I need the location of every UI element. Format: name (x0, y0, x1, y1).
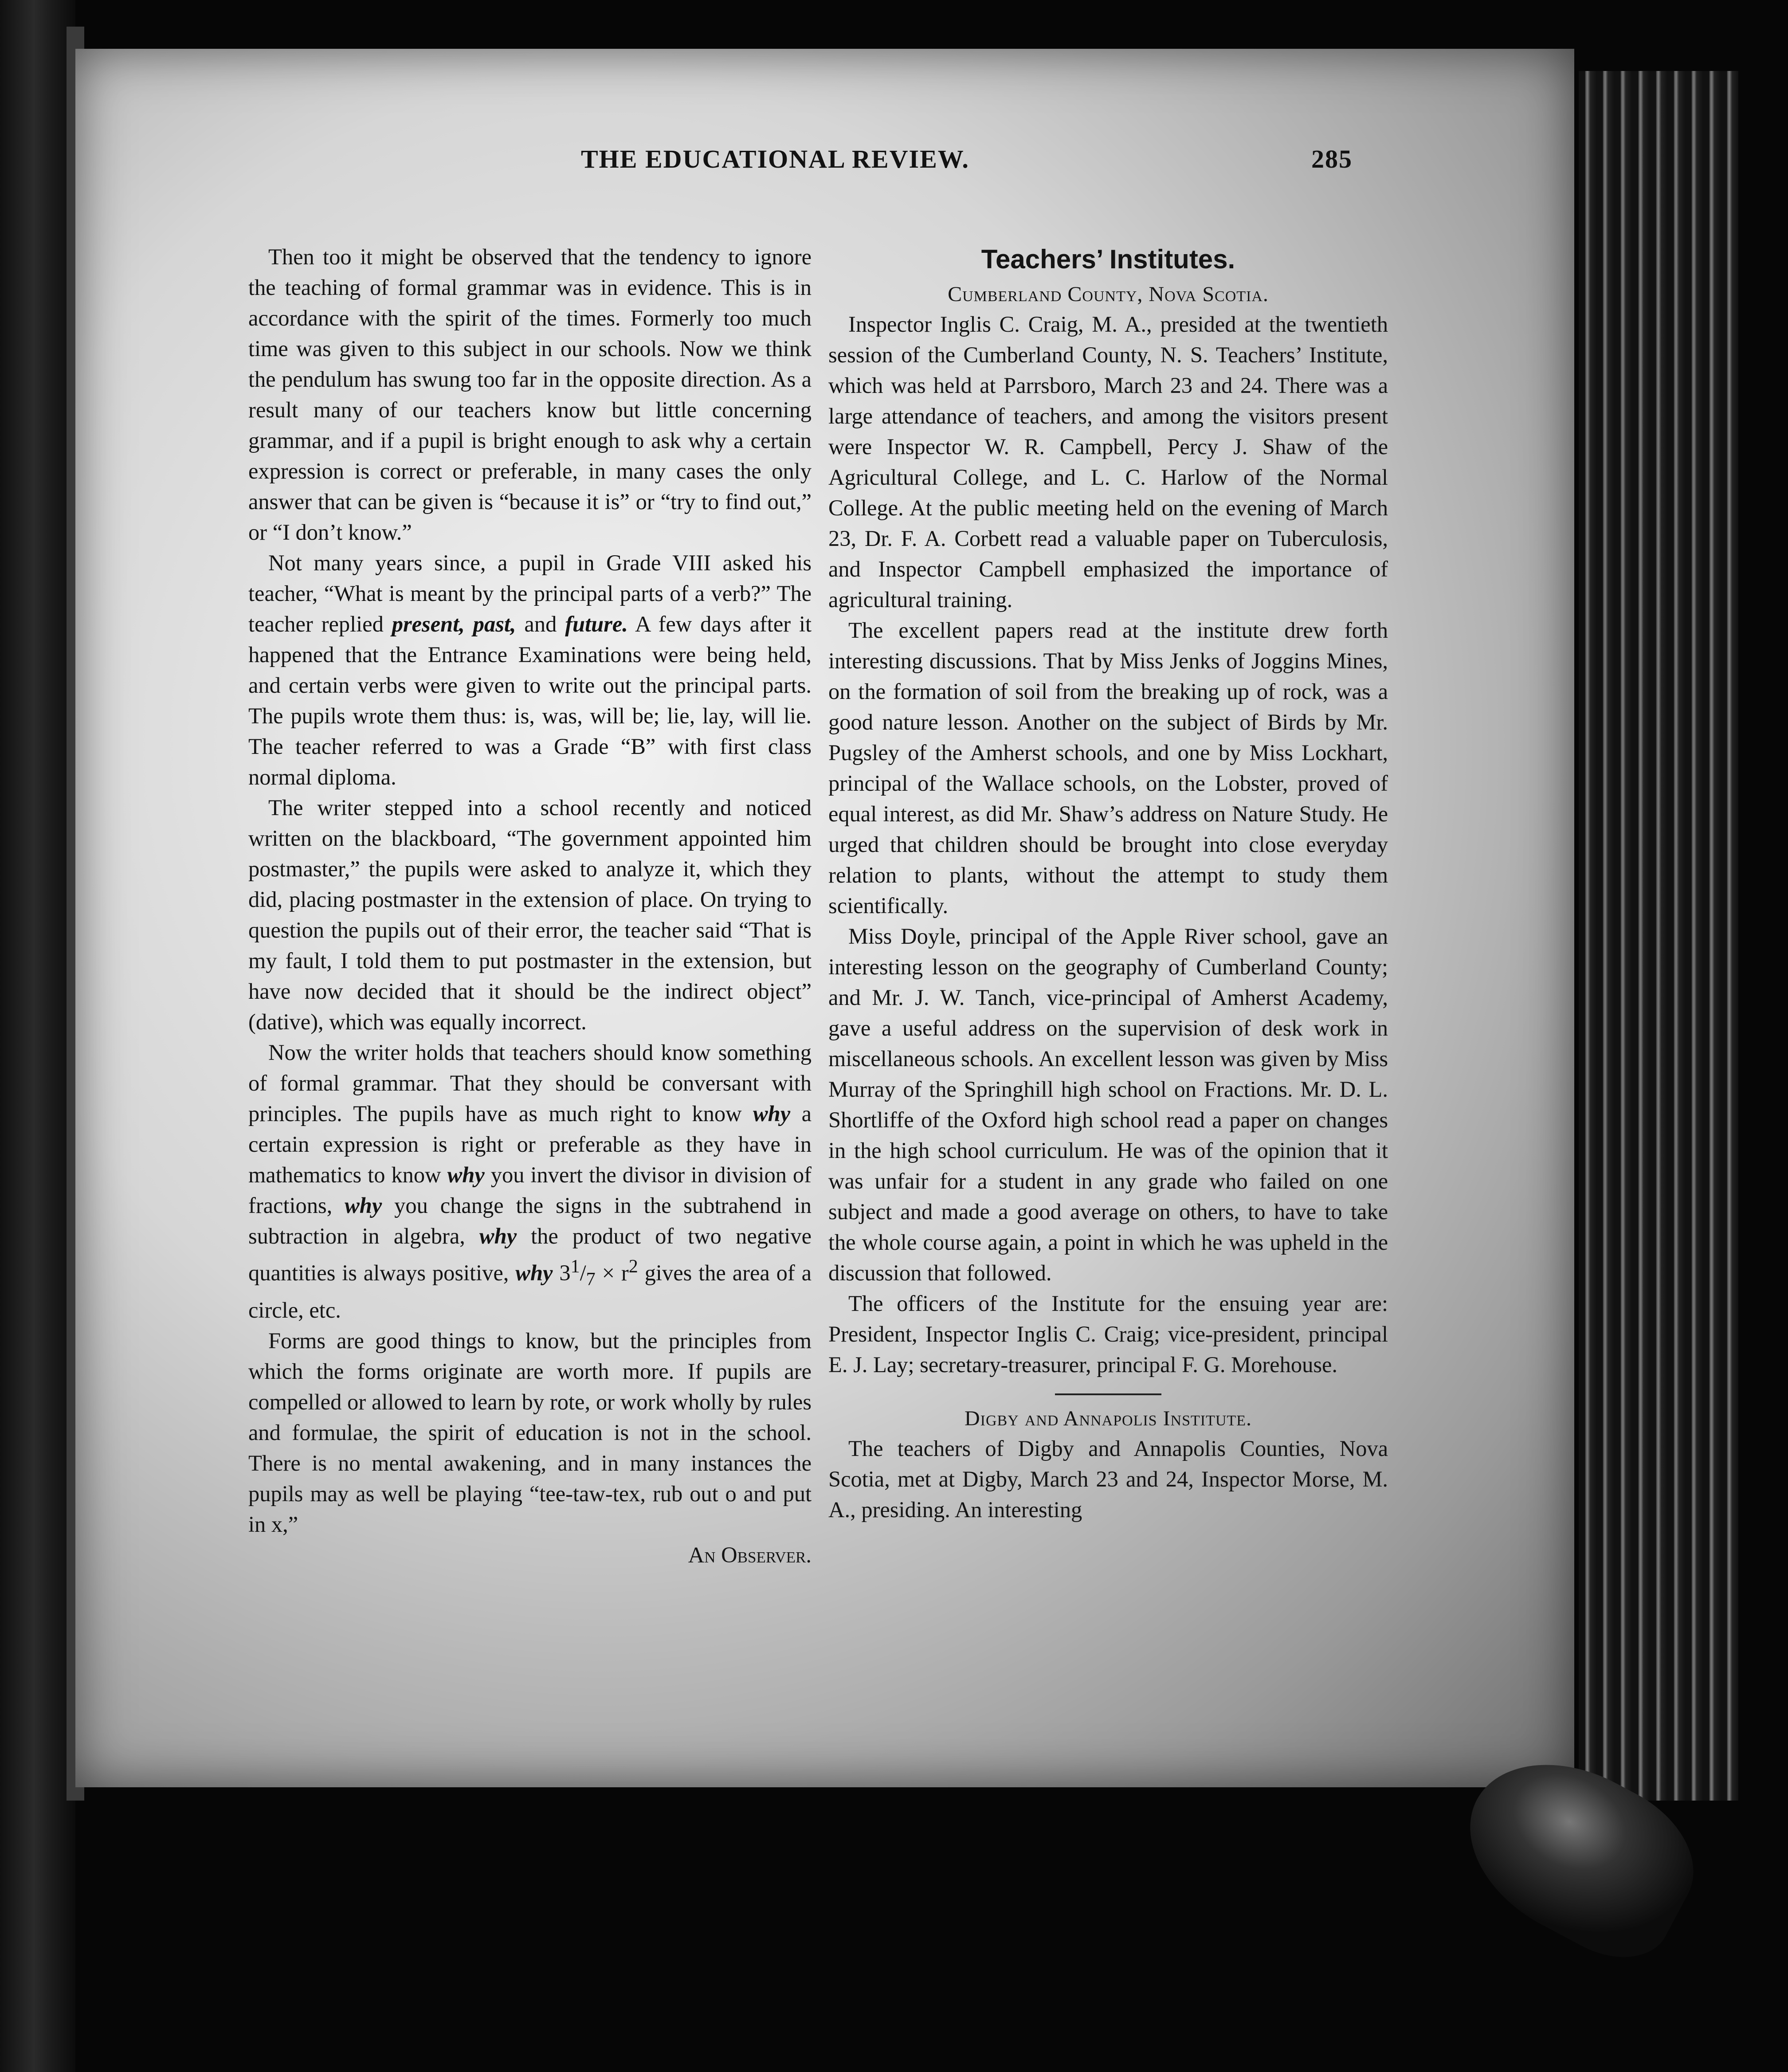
text-run: you invert the divisor in division of fractions, (248, 1162, 812, 1218)
paragraph-r5: The teachers of Digby and Annapolis Counties, Nova Scotia, met at Digby, March 23 and 24, Inspector Morse, M. A., presiding. An interesting (828, 1436, 1388, 1522)
text-run: A few days after it happened that the Entrance Examinations were being held, and certain verbs were given to write out the principal parts. The pupils wrote them thus: is, was, will be; lie, lay, will lie. The teacher referred to was a Grade “B” with first class normal diploma. (248, 612, 812, 789)
text-run: the product of two negative quantities is always positive, (248, 1224, 812, 1285)
text-run: and (516, 612, 565, 636)
page-header (510, 144, 1353, 180)
left-column (248, 242, 812, 1570)
italic-why: why (447, 1162, 485, 1187)
page-number: 285 (1311, 145, 1353, 173)
italic-present: present, (392, 612, 465, 636)
subheading-digby: Digby and Annapolis Institute. (965, 1407, 1252, 1430)
paragraph-4: Now the writer holds that teachers should know something of formal grammar. That they should be conversant with principles. The pupils have as much right to know why a certain expression is right or preferable as they have in mathematics to know why you invert the divisor in division of fractions, why you change the signs in the subtrahend in subtraction in algebra, why the product of two negative quantities is always positive, why $3^1/_7 \times r^2$ gives the area of a circle, etc. (248, 1040, 812, 1322)
fraction-denominator: 7 (586, 1269, 596, 1290)
italic-why: why (479, 1224, 517, 1248)
paragraph-1: Then too it might be observed that the tendency to ignore the teaching of formal grammar was in evidence. This is in accordance with the spirit of the times. Formerly too much time was given to this subject in our schools. Now we think the pendulum has swung too far in the opposite direction. As a result many of our teachers know but little concerning grammar, and if a pupil is bright enough to ask why a certain expression is correct or preferable, in many cases the only answer that can be given is “because it is” or “try to find out,” or “I don’t know.” (248, 244, 812, 545)
paragraph-r2: The excellent papers read at the institute drew forth interesting discussions. That by Miss Jenks of Joggins Mines, on the formation of soil from the breaking up of rock, was a good nature lesson. Another on the subject of Birds by Mr. Pugsley of the Amherst schools, and one by Miss Lockhart, principal of the Wallace schools, on the Lobster, proved of equal interest, as did Mr. Shaw’s address on Nature Study. He urged that children should be brought into close everyday relation to plants, without the attempt to study them scientifically. (828, 618, 1388, 918)
italic-why: why (345, 1193, 382, 1218)
section-title: Teachers’ Institutes. (981, 244, 1235, 274)
text-run: × r (595, 1260, 629, 1285)
superscript-2: 2 (628, 1256, 638, 1277)
italic-why: why (515, 1260, 553, 1285)
text-run: Forms are good things to know, but the principles from which the forms originate are worth more. If pupils are compelled or allowed to learn by rote, or work wholly by rules and formulae, the spirit of education is not in the school. There is no mental awakening, and in many instances the pupils may as well be playing “tee-taw-tex, rub out o and put in x,” (248, 1328, 812, 1537)
section-divider (1055, 1393, 1161, 1395)
italic-future: future. (565, 612, 628, 636)
right-column (828, 242, 1388, 1525)
text-run: you change the signs in the subtrahend in subtraction in algebra, (248, 1193, 812, 1248)
signature: An Observer. (688, 1542, 812, 1567)
text-run: Not many years since, a pupil in Grade VIII asked his teacher, “What is meant by the principal parts of a verb?” The teacher replied (248, 550, 812, 636)
italic-why: why (753, 1101, 791, 1126)
text-run: a certain expression is right or preferable as they have in mathematics to know (248, 1101, 812, 1187)
paragraph-3: The writer stepped into a school recently and noticed written on the blackboard, “The government appointed him postmaster,” the pupils were asked to analyze it, which they did, placing postmaster in the extension of place. On trying to question the pupils out of their error, the teacher said “That is my fault, I told them to put postmaster in the extension, but have now decided that it should be the indirect object” (dative), which was equally incorrect. (248, 795, 812, 1034)
text-run: gives the area of a circle, etc. (248, 1260, 812, 1322)
book-binding-left (0, 0, 75, 2072)
page-edges-right (1579, 71, 1738, 1801)
fraction-numerator: 1 (570, 1256, 580, 1277)
paragraph-2 (248, 548, 812, 793)
text-run: Now the writer holds that teachers should know something of formal grammar. That they should be conversant with principles. The pupils have as much right to know (248, 1040, 812, 1126)
italic-past: past, (473, 612, 516, 636)
subheading-cumberland: Cumberland County, Nova Scotia. (948, 283, 1269, 306)
paragraph-r4: The officers of the Institute for the ensuing year are: President, Inspector Inglis C. Craig; vice-president, principal E. J. Lay; secretary-treasurer, principal F. G. Morehouse. (828, 1291, 1388, 1377)
paragraph-r3: Miss Doyle, principal of the Apple River school, gave an interesting lesson on the geography of Cumberland County; and Mr. J. W. Tanch, vice-principal of Amherst Academy, gave a useful address on the supervision of desk work in miscellaneous schools. An excellent lesson was given by Miss Murray of the Springhill high school on Fractions. Mr. D. L. Shortliffe of the Oxford high school read a paper on changes in the high school curriculum. He was of the opinion that it was unfair for a student in any grade who failed on one subject and made a good average on others, to have to take the whole course again, a point in which he was upheld in the discussion that followed. (828, 924, 1388, 1285)
text-run: 3 (553, 1260, 571, 1285)
paragraph-5 (248, 1326, 812, 1570)
paragraph-r1: Inspector Inglis C. Craig, M. A., presided at the twentieth session of the Cumberland County, N. S. Teachers’ Institute, which was held at Parrsboro, March 23 and 24. There was a large attendance of teachers, and among the visitors present were Inspector W. R. Campbell, Percy J. Shaw of the Agricultural College, and L. C. Harlow of the Normal College. At the public meeting held on the evening of March 23, Dr. F. A. Corbett read a valuable paper on Tuberculosis, and Inspector Campbell emphasized the importance of agricultural training. (828, 312, 1388, 612)
journal-title: THE EDUCATIONAL REVIEW. (581, 145, 969, 173)
